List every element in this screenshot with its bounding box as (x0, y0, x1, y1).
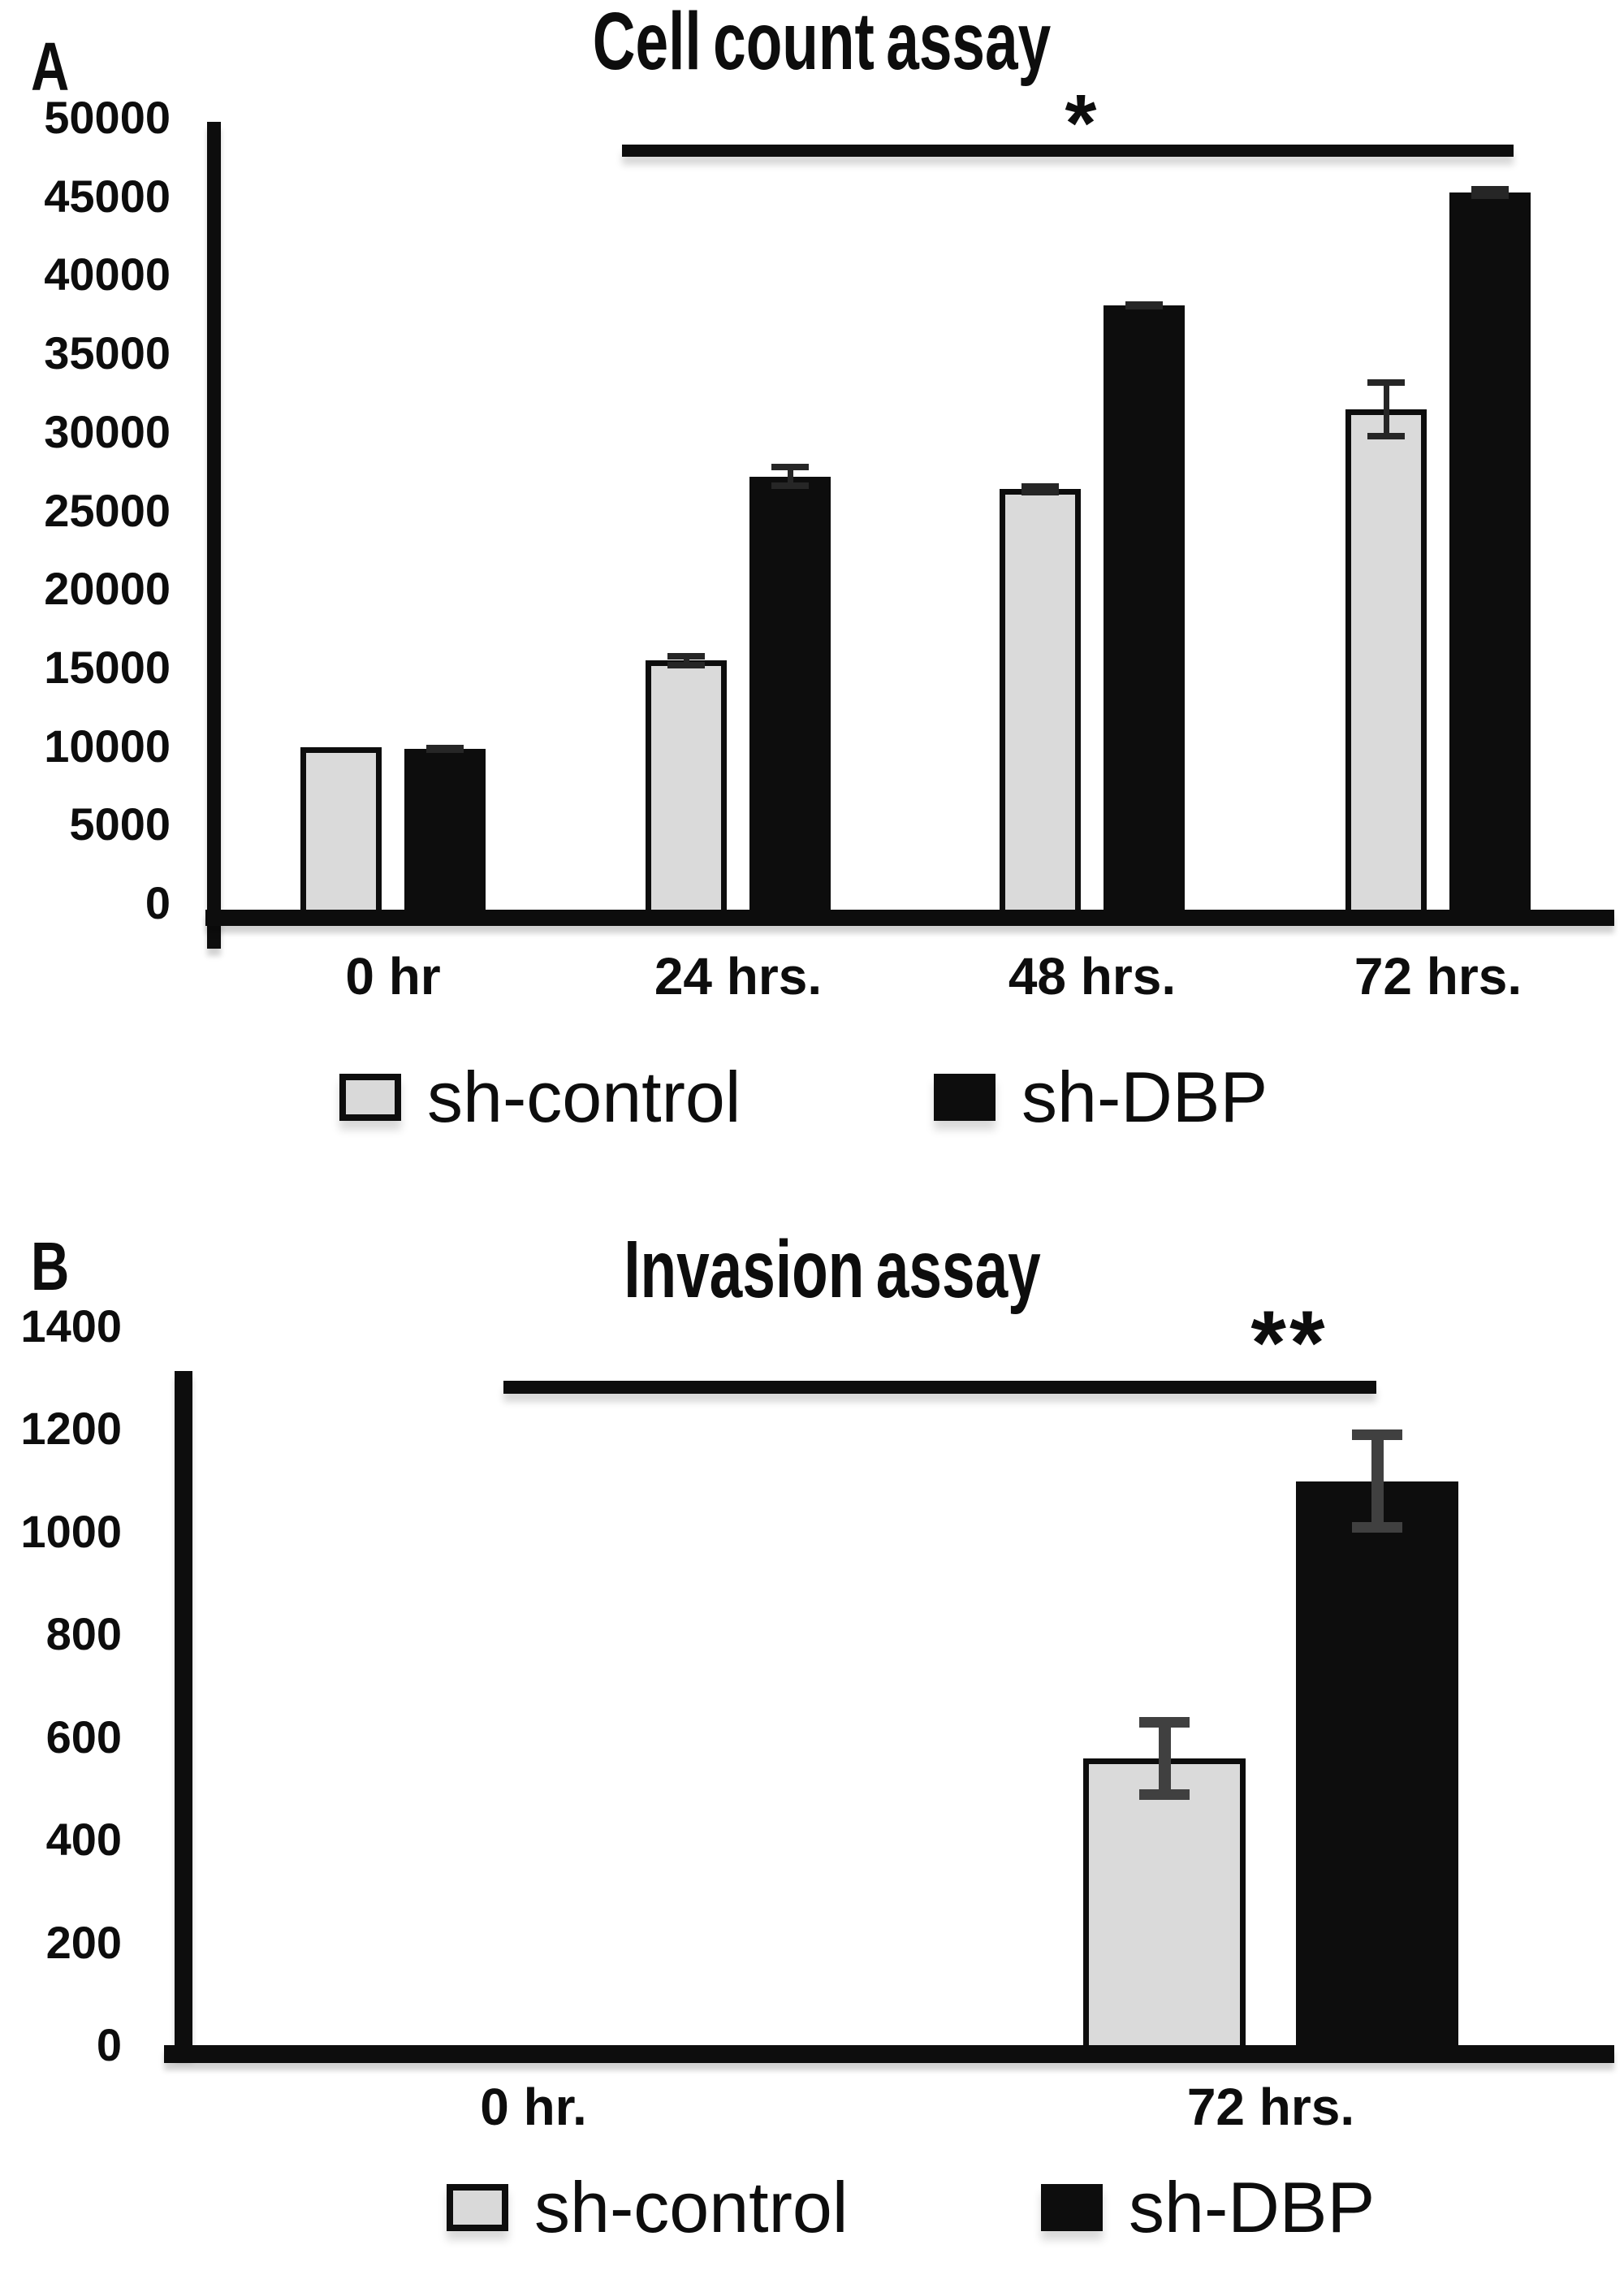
x-category-label: 0 hr (345, 947, 441, 1006)
y-tick-label: 15000 (44, 641, 171, 693)
bar-sh-control-72-hrs (1083, 1758, 1246, 2057)
panel-b-legend-item-sh-dbp (1041, 2167, 1375, 2248)
error-bar-cap-top (771, 464, 809, 470)
y-tick-label: 600 (45, 1711, 122, 1762)
legend-label-sh-control: sh-control (534, 2167, 849, 2247)
y-tick-label: 1200 (20, 1403, 122, 1455)
y-tick-label: 0 (96, 2019, 122, 2070)
sh-dbp-swatch (1041, 2184, 1103, 2231)
x-axis-line (205, 910, 1614, 926)
y-tick-label: 800 (45, 1608, 122, 1660)
x-category-label: 24 hrs. (654, 947, 823, 1006)
bar-sh-dbp-72-hrs (1296, 1481, 1458, 2057)
panel-b-title: Invasion assay (624, 1224, 1041, 1315)
panel-a-letter: A (31, 28, 70, 105)
error-bar-cap-top (1352, 1429, 1402, 1440)
y-tick-label: 40000 (44, 249, 171, 301)
panel-a-title: Cell count assay (592, 0, 1052, 87)
x-category-label: 0 hr. (480, 2078, 587, 2136)
error-bar-cap-bottom (771, 482, 809, 489)
error-bar-cap-bottom (667, 662, 705, 668)
y-tick-label: 25000 (44, 484, 171, 536)
y-tick-label: 0 (145, 877, 171, 928)
y-tick-label: 45000 (44, 170, 171, 222)
legend-label-sh-dbp: sh-DBP (1129, 2167, 1376, 2247)
panel-a-significance-label: * (1065, 78, 1100, 169)
y-tick-label: 400 (45, 1814, 122, 1866)
y-tick-label: 200 (45, 1916, 122, 1968)
bar-sh-control-48-hrs (1000, 489, 1081, 919)
y-tick-label: 1000 (20, 1505, 122, 1557)
x-axis-line (164, 2045, 1614, 2063)
x-category-label: 72 hrs. (1186, 2078, 1355, 2136)
bar-sh-dbp-24-hrs (749, 477, 831, 919)
sh-control-swatch (447, 2184, 508, 2231)
error-bar-cap-top (1367, 379, 1405, 386)
error-bar-cap-top (667, 653, 705, 660)
y-tick-label: 10000 (44, 720, 171, 772)
legend-label-sh-dbp: sh-DBP (1021, 1057, 1268, 1137)
error-bar-stem (1384, 379, 1389, 439)
error-bar-cap-bottom (1352, 1522, 1402, 1533)
error-bar-cap-bottom (426, 745, 464, 751)
error-bar-cap-bottom (1471, 192, 1509, 199)
x-category-label: 48 hrs. (1008, 947, 1177, 1006)
bar-sh-dbp-0-hr (404, 749, 486, 919)
error-bar-cap-top (1139, 1717, 1190, 1728)
error-bar-cap-bottom (1367, 433, 1405, 439)
bar-sh-dbp-48-hrs (1104, 305, 1185, 919)
y-tick-label: 1400 (20, 1300, 122, 1352)
y-tick-label: 5000 (69, 798, 171, 850)
error-bar-stem (1371, 1429, 1384, 1532)
bar-sh-control-24-hrs (646, 660, 727, 919)
panel-b-significance-label: ** (1250, 1292, 1328, 1394)
y-tick-label: 35000 (44, 327, 171, 379)
bar-sh-control-72-hrs (1345, 409, 1427, 919)
legend-label-sh-control: sh-control (427, 1057, 741, 1137)
bar-sh-control-0-hr (300, 747, 382, 919)
y-tick-label: 20000 (44, 563, 171, 615)
panel-b-letter: B (31, 1228, 70, 1304)
x-category-label: 72 hrs. (1354, 947, 1522, 1006)
bar-sh-dbp-72-hrs (1449, 192, 1531, 919)
y-tick-label: 50000 (44, 92, 171, 143)
y-axis-line (175, 1371, 192, 2055)
y-tick-label: 30000 (44, 405, 171, 457)
panel-b-legend-item-sh-control (447, 2167, 848, 2248)
error-bar-cap-bottom (1125, 303, 1163, 309)
error-bar-cap-bottom (1021, 489, 1059, 495)
error-bar-cap-bottom (1139, 1789, 1190, 1800)
y-axis-line (207, 122, 221, 949)
error-bar-stem (1159, 1717, 1171, 1799)
